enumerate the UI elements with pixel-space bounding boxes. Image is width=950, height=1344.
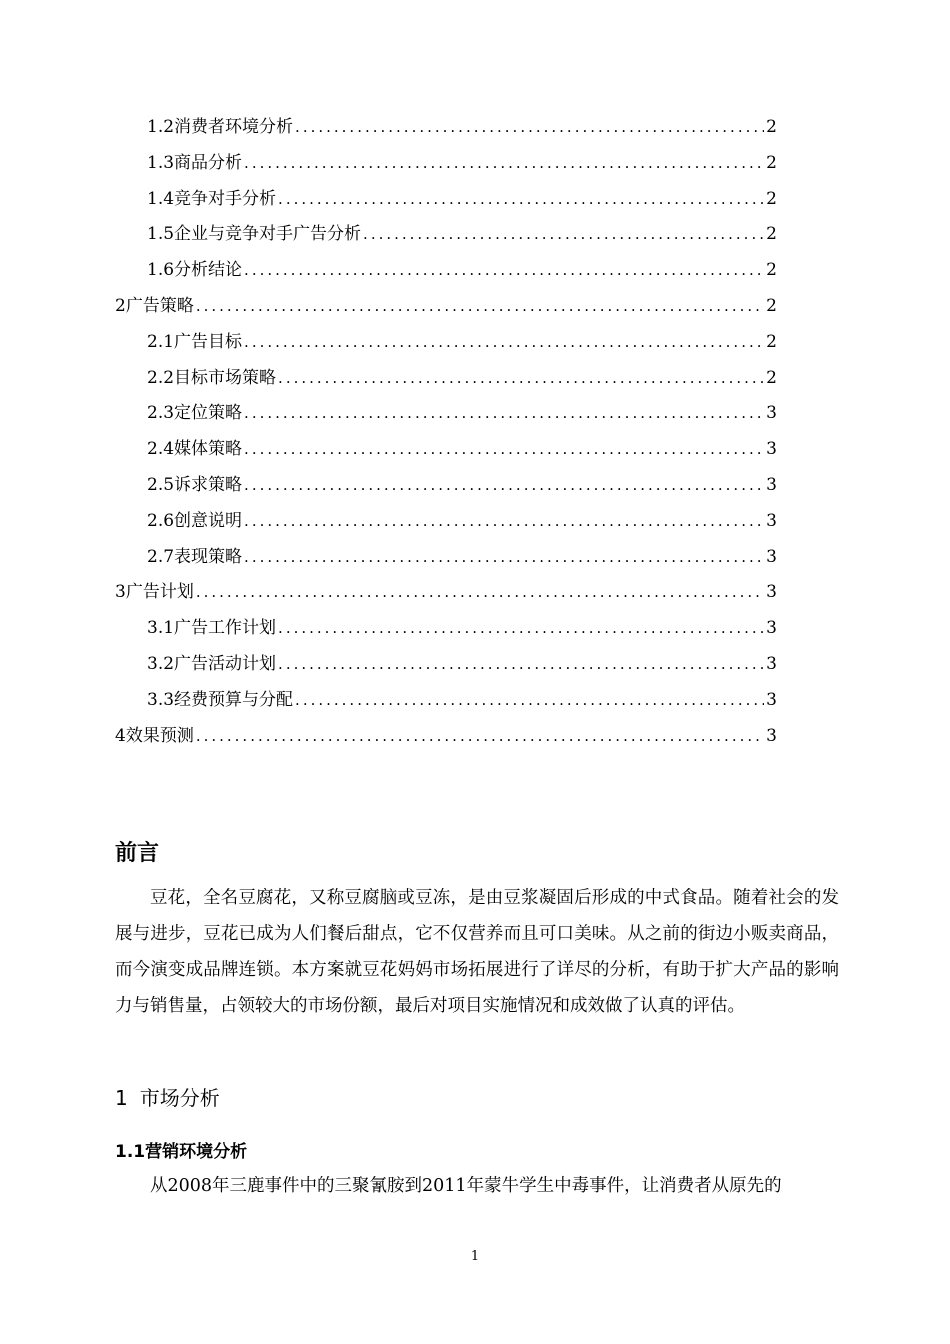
toc-entry-title: 4效果预测 bbox=[115, 725, 194, 746]
toc-entry-page: 3 bbox=[766, 474, 777, 495]
toc-entry-page: 3 bbox=[766, 546, 777, 567]
toc-leader-dots bbox=[278, 361, 764, 397]
table-of-contents bbox=[115, 110, 777, 754]
toc-entry[interactable] bbox=[115, 289, 777, 325]
toc-entry-title: 2.3定位策略 bbox=[147, 403, 243, 424]
toc-entry-page: 3 bbox=[766, 403, 777, 424]
toc-entry[interactable] bbox=[115, 146, 777, 182]
toc-entry[interactable] bbox=[115, 504, 777, 540]
toc-leader-dots bbox=[295, 110, 764, 146]
section-heading-1 bbox=[115, 1082, 220, 1111]
preface-paragraph: 豆花，全名豆腐花，又称豆腐脑或豆冻，是由豆浆凝固后形成的中式食品。随着社会的发展与进步，豆花已成为人们餐后甜点，它不仅营养而且可口美味。从之前的街边小贩卖商品，而今演变成品牌连锁。本方案就豆花妈妈市场拓展进行了详尽的分析，有助于扩大产品的影响力与销售量，占领较大的市场份额，最后对项目实施情况和成效做了认真的评估。 bbox=[115, 888, 839, 1016]
toc-entry-title: 3.1广告工作计划 bbox=[147, 618, 277, 639]
toc-leader-dots bbox=[244, 253, 764, 289]
toc-leader-dots bbox=[278, 647, 764, 683]
toc-entry-title: 1.6分析结论 bbox=[147, 260, 243, 281]
preface-heading: 前言 bbox=[115, 841, 160, 866]
toc-leader-dots bbox=[196, 575, 764, 611]
toc-entry[interactable] bbox=[115, 468, 777, 504]
toc-entry-title: 1.5企业与竞争对手广告分析 bbox=[147, 224, 362, 245]
toc-entry[interactable] bbox=[115, 719, 777, 755]
toc-entry[interactable] bbox=[115, 325, 777, 361]
toc-entry-title: 1.4竞争对手分析 bbox=[147, 188, 277, 209]
toc-entry-page: 3 bbox=[766, 618, 777, 639]
toc-entry[interactable] bbox=[115, 182, 777, 218]
toc-leader-dots bbox=[244, 396, 764, 432]
toc-entry-page: 2 bbox=[766, 331, 777, 352]
toc-entry[interactable] bbox=[115, 683, 777, 719]
toc-leader-dots bbox=[363, 217, 764, 253]
toc-leader-dots bbox=[196, 719, 764, 755]
toc-entry-title: 2广告策略 bbox=[115, 295, 194, 316]
toc-entry-title: 2.2目标市场策略 bbox=[147, 367, 277, 388]
toc-entry-page: 3 bbox=[766, 725, 777, 746]
toc-entry-page: 2 bbox=[766, 152, 777, 173]
toc-entry-page: 2 bbox=[766, 117, 777, 137]
toc-entry-page: 2 bbox=[766, 367, 777, 388]
toc-entry[interactable] bbox=[115, 647, 777, 683]
toc-entry-page: 3 bbox=[766, 582, 777, 603]
toc-entry-page: 2 bbox=[766, 260, 777, 281]
toc-leader-dots bbox=[244, 325, 764, 361]
toc-entry-page: 3 bbox=[766, 510, 777, 531]
toc-entry-title: 3.2广告活动计划 bbox=[147, 653, 277, 674]
toc-entry[interactable] bbox=[115, 253, 777, 289]
section-title: 市场分析 bbox=[139, 1086, 220, 1110]
toc-entry[interactable] bbox=[115, 396, 777, 432]
toc-leader-dots bbox=[295, 683, 764, 719]
toc-leader-dots bbox=[244, 468, 764, 504]
toc-entry[interactable] bbox=[115, 575, 777, 611]
toc-leader-dots bbox=[196, 289, 764, 325]
toc-entry[interactable] bbox=[115, 361, 777, 397]
toc-entry-page: 2 bbox=[766, 188, 777, 209]
toc-entry[interactable] bbox=[115, 540, 777, 576]
toc-entry-page: 3 bbox=[766, 689, 777, 710]
toc-entry-page: 3 bbox=[766, 439, 777, 460]
subsection-heading-1-1: 1.1营销环境分析 bbox=[115, 1142, 248, 1162]
toc-leader-dots bbox=[244, 504, 764, 540]
toc-entry[interactable] bbox=[115, 217, 777, 253]
toc-entry-title: 2.5诉求策略 bbox=[147, 474, 243, 495]
toc-entry-page: 3 bbox=[766, 653, 777, 674]
toc-entry-title: 2.4媒体策略 bbox=[147, 439, 243, 460]
toc-entry[interactable] bbox=[115, 110, 777, 146]
subsection-paragraph: 从2008年三鹿事件中的三聚氰胺到2011年蒙牛学生中毒事件，让消费者从原先的 bbox=[150, 1176, 782, 1196]
toc-entry-title: 2.7表现策略 bbox=[147, 546, 243, 567]
toc-entry-title: 2.1广告目标 bbox=[147, 331, 243, 352]
toc-entry-page: 2 bbox=[766, 224, 777, 245]
toc-leader-dots bbox=[244, 540, 764, 576]
toc-entry-title: 2.6创意说明 bbox=[147, 510, 243, 531]
toc-entry[interactable] bbox=[115, 611, 777, 647]
page-number: 1 bbox=[470, 1249, 480, 1264]
toc-leader-dots bbox=[278, 611, 764, 647]
toc-entry-title: 1.3商品分析 bbox=[147, 152, 243, 173]
toc-leader-dots bbox=[278, 182, 764, 218]
toc-leader-dots bbox=[244, 146, 764, 182]
toc-leader-dots bbox=[244, 432, 764, 468]
toc-entry-title: 1.2消费者环境分析 bbox=[147, 117, 294, 137]
toc-entry[interactable] bbox=[115, 432, 777, 468]
toc-entry-title: 3.3经费预算与分配 bbox=[147, 689, 294, 710]
toc-entry-page: 2 bbox=[766, 295, 777, 316]
section-number: 1 bbox=[115, 1086, 128, 1110]
toc-entry-title: 3广告计划 bbox=[115, 582, 194, 603]
